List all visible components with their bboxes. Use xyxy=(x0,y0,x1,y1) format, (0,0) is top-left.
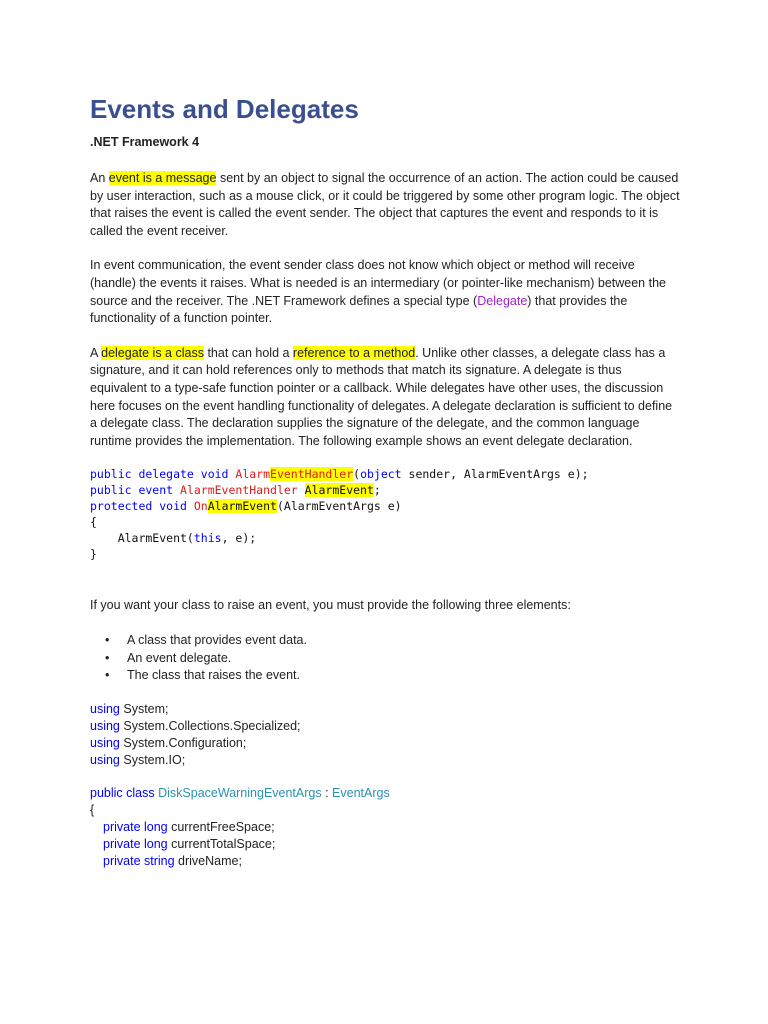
code-keyword: this xyxy=(193,531,222,546)
code-sample-delegate-declaration xyxy=(90,466,680,562)
code-text: System.Configuration; xyxy=(119,735,247,750)
code-text xyxy=(298,483,305,497)
paragraph-delegate-definition xyxy=(90,345,680,451)
code-identifier-highlighted: AlarmEvent xyxy=(304,483,374,498)
code-keyword: public event xyxy=(90,483,181,498)
code-keyword: private string xyxy=(103,853,175,868)
code-text: sender, AlarmEventArgs e); xyxy=(401,467,589,482)
code-identifier: On xyxy=(193,499,208,514)
document-page xyxy=(90,92,680,870)
code-identifier-highlighted: EventHandler xyxy=(270,467,354,482)
paragraph-three-elements-intro: If you want your class to raise an event, you must provide the following three elements: xyxy=(90,598,571,613)
code-line: { xyxy=(90,802,95,817)
list-item xyxy=(105,632,680,650)
list-item-text: An event delegate. xyxy=(127,650,232,665)
code-keyword: using xyxy=(90,701,120,716)
page-title: Events and Delegates xyxy=(90,94,359,124)
code-text: : xyxy=(321,785,333,800)
list-item xyxy=(105,667,680,685)
text-run: that can hold a xyxy=(203,345,293,360)
code-text: currentTotalSpace; xyxy=(167,836,276,851)
text-run: sent by an object to signal the occurrence of an action. The action could be caused by user interaction, such as a mouse click, or it could be triggered by some other program logic. The object that raises the event is called the event sender. The object that captures the event and responds to it is called the event receiver. xyxy=(90,171,680,238)
code-keyword: protected void xyxy=(90,499,194,514)
bullet-icon: • xyxy=(105,668,110,683)
code-line xyxy=(90,735,680,752)
bullet-icon: • xyxy=(105,650,110,665)
code-line xyxy=(90,701,680,718)
code-keyword: using xyxy=(90,718,120,733)
code-identifier: Alarm xyxy=(235,467,271,482)
code-type-name: EventArgs xyxy=(332,785,390,800)
code-keyword: using xyxy=(90,752,120,767)
code-text: System.IO; xyxy=(119,752,186,767)
elements-list xyxy=(90,632,680,685)
code-line xyxy=(90,499,402,513)
highlight-event-is-a-message: event is a message xyxy=(108,171,217,185)
page-subtitle: .NET Framework 4 xyxy=(90,135,200,149)
code-identifier: AlarmEventHandler xyxy=(180,483,298,498)
code-line: } xyxy=(90,547,97,562)
code-text: ( xyxy=(353,467,361,482)
text-run: ) that provides the functionality of a function pointer. xyxy=(90,293,628,326)
list-item-text: A class that provides event data. xyxy=(127,632,307,647)
code-line xyxy=(90,467,589,481)
code-text: AlarmEvent( xyxy=(90,531,194,546)
code-line xyxy=(90,718,680,735)
code-text: (AlarmEventArgs e) xyxy=(276,499,402,514)
code-keyword: private long xyxy=(103,836,168,851)
code-line xyxy=(90,836,680,853)
code-line: { xyxy=(90,515,97,530)
highlight-reference-to-a-method: reference to a method xyxy=(292,345,416,360)
code-keyword: object xyxy=(360,467,402,482)
text-run: In event communication, the event sender class does not know which object or method will receive (handle) the events it raises. What is needed is an intermediary (or pointer-like mechanism) between the source and the receiver. The .NET Framework defines a special type ( xyxy=(90,258,666,308)
code-line xyxy=(90,752,680,769)
code-keyword: private long xyxy=(103,819,168,834)
code-blank-line xyxy=(90,769,680,785)
text-run: A xyxy=(90,345,102,360)
code-keyword: public delegate void xyxy=(90,467,236,482)
paragraph-event-communication xyxy=(90,257,680,327)
text-run: An xyxy=(90,171,109,185)
code-type-name: DiskSpaceWarningEventArgs xyxy=(158,785,322,800)
code-line xyxy=(90,785,680,802)
code-text: , e); xyxy=(221,531,257,546)
code-line xyxy=(90,819,680,836)
highlight-delegate-is-a-class: delegate is a class xyxy=(101,345,204,360)
text-run: . Unlike other classes, a delegate class has a signature, and it can hold references only to methods that match its signature. A delegate is thus equivalent to a type-safe function pointer or a callback. While delegates have other uses, the discussion here focuses on the event handling functionality of delegates. A delegate declaration is sufficient to define a delegate class. The declaration supplies the signature of the delegate, and the common language runtime provides the implementation. The following example shows an event delegate declaration. xyxy=(90,345,673,448)
bullet-icon: • xyxy=(105,632,110,647)
list-item xyxy=(105,650,680,668)
code-sample-event-args-class xyxy=(90,701,680,870)
code-text: driveName; xyxy=(174,853,242,868)
code-line xyxy=(90,531,256,545)
paragraph-event-definition xyxy=(90,170,680,240)
code-text: currentFreeSpace; xyxy=(167,819,275,834)
code-text: ; xyxy=(373,483,381,498)
code-line xyxy=(90,483,381,497)
code-text: System.Collections.Specialized; xyxy=(119,718,301,733)
code-line xyxy=(90,853,680,870)
code-identifier-highlighted: AlarmEvent xyxy=(207,499,277,514)
code-keyword: using xyxy=(90,735,120,750)
list-item-text: The class that raises the event. xyxy=(127,668,301,683)
code-keyword: public class xyxy=(90,785,155,800)
code-text: System; xyxy=(119,701,169,716)
delegate-type-link[interactable]: Delegate xyxy=(477,293,528,308)
